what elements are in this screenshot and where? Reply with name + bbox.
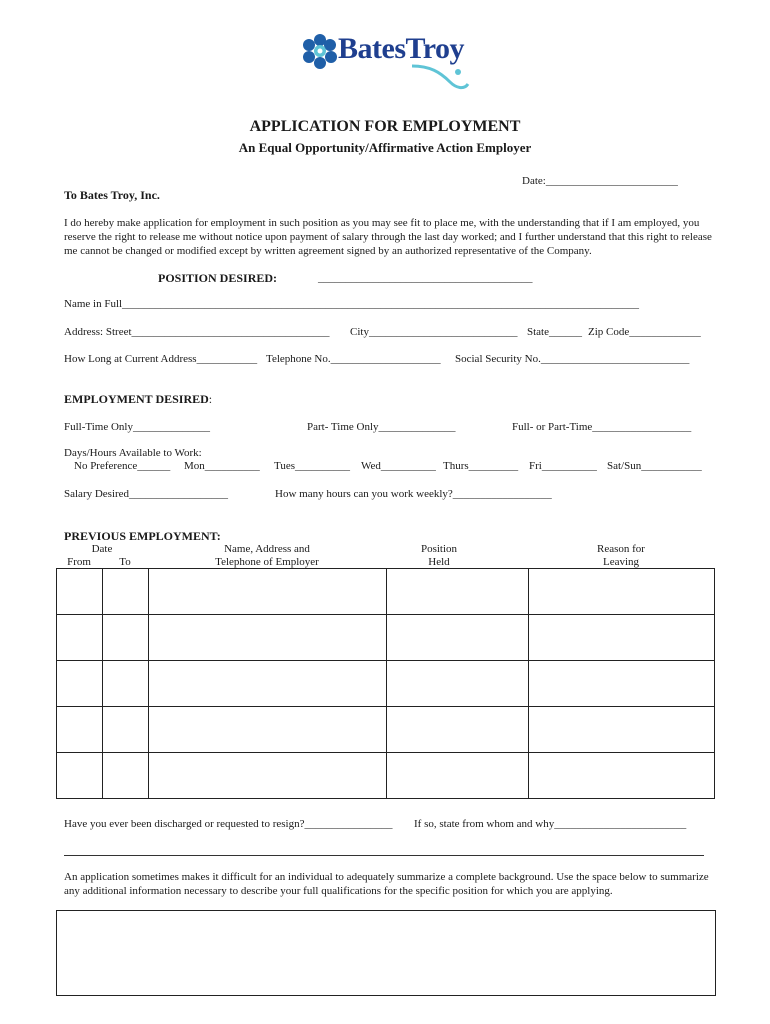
satsun-field[interactable]: Sat/Sun___________: [607, 460, 702, 472]
discharged-reason-field[interactable]: If so, state from whom and why________________________: [414, 818, 687, 830]
to-cell[interactable]: [103, 615, 149, 661]
telephone-field[interactable]: Telephone No.____________________: [266, 353, 441, 365]
reason-cell[interactable]: [529, 707, 715, 753]
position-label: POSITION DESIRED:: [158, 271, 278, 285]
position-cell[interactable]: [387, 615, 529, 661]
reason-col-header: Reason for Leaving: [597, 543, 645, 568]
table-row: [57, 615, 715, 661]
summary-instructions: An application sometimes makes it difficult for an individual to adequately summarize a complete background. Use the space below to summarize any additional information necessary to describe your full qualifications for the specific position for which you are applying.: [64, 871, 709, 897]
page-title: APPLICATION FOR EMPLOYMENT: [249, 118, 521, 135]
availability-label: Days/Hours Available to Work:: [64, 447, 202, 459]
name-field[interactable]: Name in Full______________________________________________________________________________________________: [64, 298, 640, 310]
position-cell[interactable]: [387, 569, 529, 615]
salary-field[interactable]: Salary Desired__________________: [64, 488, 229, 500]
position-col-header: Position Held: [420, 543, 458, 568]
street-field[interactable]: Address: Street____________________________________: [64, 326, 330, 338]
zip-field[interactable]: Zip Code_____________: [588, 326, 701, 338]
either-time-field[interactable]: Full- or Part-Time__________________: [512, 421, 692, 433]
company-logo: [298, 28, 478, 94]
swirl-icon: [410, 62, 470, 92]
reason-cell[interactable]: [529, 615, 715, 661]
table-row: [57, 661, 715, 707]
position-cell[interactable]: [387, 707, 529, 753]
position-cell[interactable]: [387, 753, 529, 799]
previous-employment-heading: PREVIOUS EMPLOYMENT:: [64, 529, 221, 543]
page-subtitle: An Equal Opportunity/Affirmative Action Employer: [238, 140, 532, 155]
from-cell[interactable]: [57, 707, 103, 753]
summary-textarea[interactable]: [56, 910, 716, 996]
addressee: To Bates Troy, Inc.: [64, 188, 160, 202]
employer-cell[interactable]: [149, 707, 387, 753]
employment-desired-heading: EMPLOYMENT DESIRED:: [64, 392, 213, 406]
thurs-field[interactable]: Thurs_________: [443, 460, 519, 472]
to-cell[interactable]: [103, 707, 149, 753]
employer-cell[interactable]: [149, 615, 387, 661]
from-col-header: From: [67, 556, 91, 568]
date-field[interactable]: Date:________________________: [522, 175, 678, 187]
state-field[interactable]: State______: [527, 326, 582, 338]
employer-cell[interactable]: [149, 753, 387, 799]
from-cell[interactable]: [57, 661, 103, 707]
discharged-reason-line[interactable]: [64, 855, 704, 856]
reason-cell[interactable]: [529, 569, 715, 615]
how-long-field[interactable]: How Long at Current Address___________: [64, 353, 258, 365]
reason-cell[interactable]: [529, 661, 715, 707]
position-cell[interactable]: [387, 661, 529, 707]
mon-field[interactable]: Mon__________: [184, 460, 260, 472]
employer-cell[interactable]: [149, 569, 387, 615]
tues-field[interactable]: Tues__________: [274, 460, 350, 472]
intro-paragraph: I do hereby make application for employment in such position as you may see fit to place me, with the understanding that if I am employed, you reserve the right to release me without notice upon payment of salary through the last day worked; and I further understand that this right to release me cannot be changed or modified except by written agreement signed by an authorized representative of the Company.: [64, 217, 712, 257]
discharged-field[interactable]: Have you ever been discharged or requested to resign?________________: [64, 818, 393, 830]
employer-col-header: Name, Address and Telephone of Employer: [215, 543, 319, 568]
table-row: [57, 753, 715, 799]
ssn-field[interactable]: Social Security No.___________________________: [455, 353, 690, 365]
reason-cell[interactable]: [529, 753, 715, 799]
logo-wordmark: BatesTroy: [338, 32, 465, 65]
date-col-header: Date: [91, 543, 113, 555]
employer-cell[interactable]: [149, 661, 387, 707]
from-cell[interactable]: [57, 615, 103, 661]
from-cell[interactable]: [57, 569, 103, 615]
table-row: [57, 707, 715, 753]
to-col-header: To: [119, 556, 131, 568]
to-cell[interactable]: [103, 661, 149, 707]
previous-employment-table: [56, 568, 715, 799]
weekly-hours-field[interactable]: How many hours can you work weekly?__________________: [275, 488, 552, 500]
from-cell[interactable]: [57, 753, 103, 799]
full-time-field[interactable]: Full-Time Only______________: [64, 421, 210, 433]
to-cell[interactable]: [103, 753, 149, 799]
fri-field[interactable]: Fri__________: [529, 460, 597, 472]
to-cell[interactable]: [103, 569, 149, 615]
city-field[interactable]: City___________________________: [350, 326, 518, 338]
flower-icon: [298, 30, 342, 74]
wed-field[interactable]: Wed__________: [361, 460, 436, 472]
part-time-field[interactable]: Part- Time Only______________: [307, 421, 456, 433]
table-row: [57, 569, 715, 615]
no-preference-field[interactable]: No Preference______: [74, 460, 171, 472]
position-field[interactable]: _______________________________________: [318, 272, 533, 284]
